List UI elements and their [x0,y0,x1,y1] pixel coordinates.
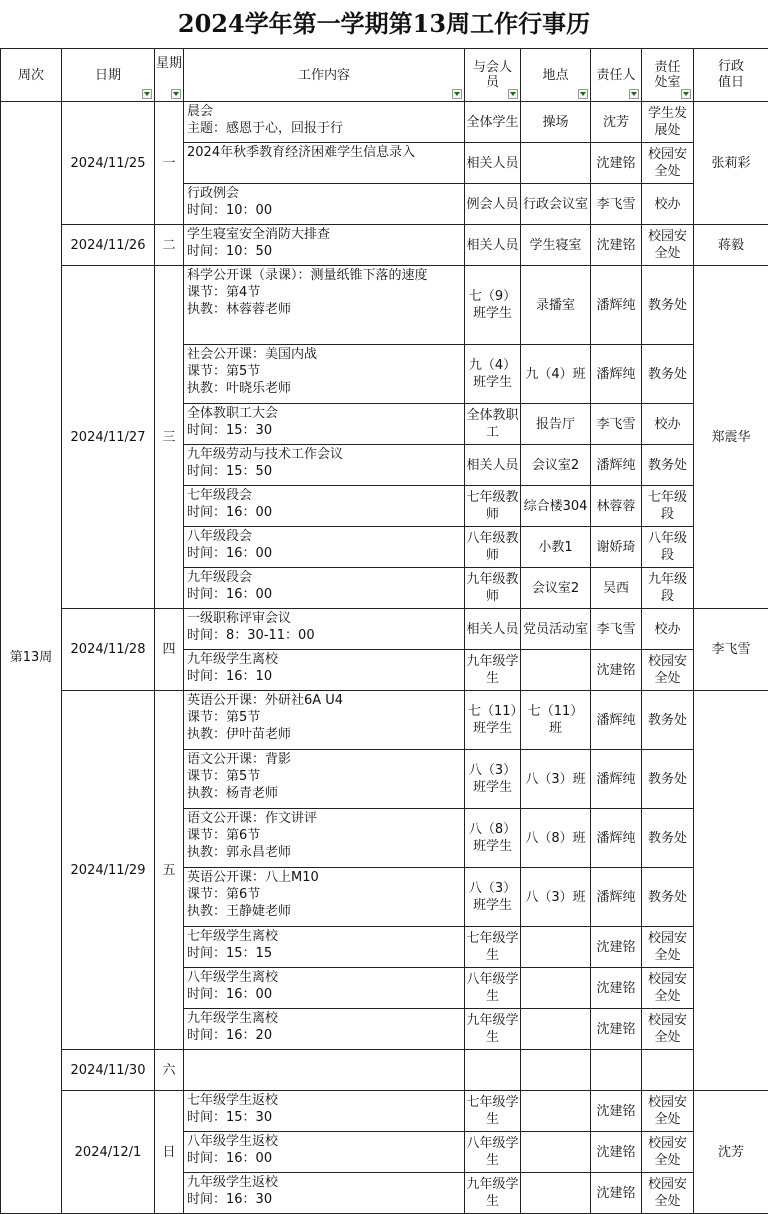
attendees-cell: 七年级学生 [465,927,521,968]
person-cell: 潘辉纯 [591,750,642,809]
attendees-cell: 八（3）班学生 [465,868,521,927]
person-cell: 谢娇琦 [591,527,642,568]
location-cell: 八（8）班 [521,809,591,868]
attendees-cell: 八年级学生 [465,968,521,1009]
attendees-cell: 九年级学生 [465,1009,521,1050]
attendees-cell: 七（11）班学生 [465,691,521,750]
attendees-cell: 八（3）班学生 [465,750,521,809]
location-cell [521,1132,591,1173]
content-cell [184,968,465,1009]
content-line: 时间：15：30 [187,422,462,439]
attendees-cell: 八年级学生 [465,1132,521,1173]
content-line: 时间：16：10 [187,668,462,685]
weekday-cell: 一 [155,102,184,225]
person-cell: 沈建铭 [591,1091,642,1132]
content-line: 时间：16：20 [187,1027,462,1044]
person-cell: 潘辉纯 [591,691,642,750]
content-line: 2024年秋季教育经济困难学生信息录入 [187,144,462,161]
content-line: 八年级学生离校 [187,969,462,986]
content-line: 执教：林蓉蓉老师 [187,301,462,318]
dropdown-arrow-icon [510,92,516,96]
location-cell: 会议室2 [521,568,591,609]
content-line: 时间：16：00 [187,586,462,603]
office-cell: 校办 [642,184,694,225]
content-line: 时间：16：00 [187,986,462,1003]
duty-cell: 沈芳 [694,1091,768,1214]
content-line: 九年级学生离校 [187,1010,462,1027]
header-content-label: 工作内容 [298,68,350,83]
person-filter-button[interactable] [629,89,639,99]
dropdown-arrow-icon [454,92,460,96]
office-cell: 教务处 [642,750,694,809]
table-row [1,1091,768,1132]
content-line: 时间：16：00 [187,504,462,521]
office-cell: 七年级段 [642,486,694,527]
header-office-label: 责任处室 [654,60,680,90]
date-cell: 2024/11/27 [62,266,155,609]
content-line: 八年级学生返校 [187,1133,462,1150]
office-cell: 校园安全处 [642,968,694,1009]
content-cell [184,650,465,691]
dropdown-arrow-icon [580,92,586,96]
content-cell [184,143,465,184]
person-cell: 沈建铭 [591,968,642,1009]
header-office [642,49,694,102]
content-cell [184,1050,465,1091]
weekday-cell: 六 [155,1050,184,1091]
location-cell [521,650,591,691]
content-cell [184,1091,465,1132]
content-line: 主题：感恩于心，回报于行 [187,120,462,137]
attendees-cell: 相关人员 [465,143,521,184]
content-cell [184,1173,465,1214]
content-cell [184,691,465,750]
week-cell: 第13周 [1,102,62,1214]
content-line: 全体教职工大会 [187,405,462,422]
person-cell [591,1050,642,1091]
content-line: 英语公开课：八上M10 [187,869,462,886]
header-attendees [465,49,521,102]
person-cell: 沈建铭 [591,1132,642,1173]
content-line: 社会公开课：美国内战 [187,346,462,363]
attendees-cell: 九年级学生 [465,650,521,691]
header-location-label: 地点 [542,68,568,83]
date-cell: 2024/11/29 [62,691,155,1050]
header-week [1,49,62,102]
person-cell: 林蓉蓉 [591,486,642,527]
duty-cell [694,691,768,1091]
weekday-filter-button[interactable] [171,89,181,99]
duty-cell: 张莉彩 [694,102,768,225]
header-duty [694,49,768,102]
header-weekday-label: 星期 [156,56,182,71]
attendees-cell: 相关人员 [465,225,521,266]
office-cell: 学生发展处 [642,102,694,143]
location-cell: 八（3）班 [521,868,591,927]
content-cell [184,184,465,225]
location-cell: 报告厅 [521,404,591,445]
duty-cell: 郑震华 [694,266,768,609]
content-line: 时间：10：50 [187,243,462,260]
content-line: 九年级劳动与技术工作会议 [187,446,462,463]
office-cell: 八年级段 [642,527,694,568]
attendees-filter-button[interactable] [508,89,518,99]
content-line: 学生寝室安全消防大排查 [187,226,462,243]
date-cell: 2024/11/25 [62,102,155,225]
location-cell: 学生寝室 [521,225,591,266]
content-cell [184,345,465,404]
content-filter-button[interactable] [452,89,462,99]
content-cell [184,750,465,809]
table-row [1,609,768,650]
content-line: 语文公开课：作文讲评 [187,810,462,827]
content-line: 课节：第6节 [187,827,462,844]
location-cell: 党员活动室 [521,609,591,650]
content-line: 时间：10：00 [187,202,462,219]
office-cell: 教务处 [642,266,694,345]
dropdown-arrow-icon [144,92,150,96]
office-cell: 校园安全处 [642,1009,694,1050]
attendees-cell: 八年级教师 [465,527,521,568]
location-cell [521,968,591,1009]
content-line: 七年级段会 [187,487,462,504]
office-cell: 教务处 [642,345,694,404]
content-cell [184,1009,465,1050]
content-cell [184,486,465,527]
location-filter-button[interactable] [578,89,588,99]
content-line: 七年级学生离校 [187,928,462,945]
table-row [1,1050,768,1091]
person-cell: 李飞雪 [591,404,642,445]
location-cell: 录播室 [521,266,591,345]
header-person-label: 责任人 [596,68,635,83]
attendees-cell: 相关人员 [465,445,521,486]
content-line: 行政例会 [187,185,462,202]
content-line: 课节：第5节 [187,768,462,785]
person-cell: 沈建铭 [591,143,642,184]
content-line: 执教：伊叶苗老师 [187,726,462,743]
attendees-cell: 九年级学生 [465,1173,521,1214]
office-cell: 校园安全处 [642,225,694,266]
content-line: 时间：15：50 [187,463,462,480]
header-weekday [155,49,184,102]
person-cell: 沈建铭 [591,650,642,691]
office-cell: 校园安全处 [642,1173,694,1214]
office-filter-button[interactable] [681,89,691,99]
person-cell: 潘辉纯 [591,809,642,868]
calendar-body [1,102,768,1214]
content-cell [184,868,465,927]
office-cell: 校园安全处 [642,927,694,968]
person-cell: 潘辉纯 [591,868,642,927]
attendees-cell: 相关人员 [465,609,521,650]
location-cell: 行政会议室 [521,184,591,225]
office-cell: 校园安全处 [642,143,694,184]
location-cell: 会议室2 [521,445,591,486]
person-cell: 沈建铭 [591,927,642,968]
office-cell: 九年级段 [642,568,694,609]
content-line: 执教：王静婕老师 [187,903,462,920]
person-cell: 沈建铭 [591,1173,642,1214]
content-cell [184,527,465,568]
content-line: 八年级段会 [187,528,462,545]
location-cell [521,1009,591,1050]
header-date-label: 日期 [95,68,121,83]
content-cell [184,404,465,445]
content-line: 晨会 [187,103,462,120]
content-line: 执教：郭永昌老师 [187,844,462,861]
office-cell: 校园安全处 [642,650,694,691]
content-cell [184,927,465,968]
attendees-cell: 九（4）班学生 [465,345,521,404]
content-line: 一级职称评审会议 [187,610,462,627]
person-cell: 吴西 [591,568,642,609]
duty-cell: 李飞雪 [694,609,768,691]
content-cell [184,609,465,650]
location-cell [521,1050,591,1091]
attendees-cell: 全体学生 [465,102,521,143]
content-line: 语文公开课：背影 [187,751,462,768]
person-cell: 潘辉纯 [591,345,642,404]
attendees-cell: 七（9）班学生 [465,266,521,345]
content-line: 课节：第4节 [187,284,462,301]
header-attendees-label: 与会人员 [473,60,512,90]
content-cell [184,445,465,486]
header-content [184,49,465,102]
attendees-cell: 全体教职工 [465,404,521,445]
date-cell: 2024/11/30 [62,1050,155,1091]
content-line: 七年级学生返校 [187,1092,462,1109]
content-line: 时间：8：30-11：00 [187,627,462,644]
location-cell: 操场 [521,102,591,143]
person-cell: 李飞雪 [591,184,642,225]
location-cell [521,927,591,968]
attendees-cell [465,1050,521,1091]
date-cell: 2024/11/26 [62,225,155,266]
weekday-cell: 四 [155,609,184,691]
attendees-cell: 八（8）班学生 [465,809,521,868]
table-row [1,691,768,750]
office-cell: 校园安全处 [642,1132,694,1173]
content-line: 时间：15：30 [187,1109,462,1126]
dropdown-arrow-icon [683,92,689,96]
office-cell: 教务处 [642,868,694,927]
content-cell [184,1132,465,1173]
office-cell: 教务处 [642,445,694,486]
dropdown-arrow-icon [173,92,179,96]
content-line: 时间：16：00 [187,545,462,562]
header-row [1,49,768,102]
location-cell: 综合楼304 [521,486,591,527]
content-line: 九年级学生返校 [187,1174,462,1191]
content-cell [184,809,465,868]
content-line: 科学公开课（录课）：测量纸锥下落的速度 [187,267,462,284]
header-date [62,49,155,102]
attendees-cell: 例会人员 [465,184,521,225]
location-cell [521,1091,591,1132]
table-row [1,266,768,345]
calendar-table [0,48,768,1214]
office-cell: 教务处 [642,809,694,868]
office-cell: 校办 [642,404,694,445]
content-cell [184,266,465,345]
content-line: 课节：第5节 [187,709,462,726]
weekday-cell: 日 [155,1091,184,1214]
person-cell: 潘辉纯 [591,445,642,486]
person-cell: 沈建铭 [591,225,642,266]
duty-cell: 蒋毅 [694,225,768,266]
date-cell: 2024/11/28 [62,609,155,691]
date-filter-button[interactable] [142,89,152,99]
content-line: 执教：叶晓乐老师 [187,380,462,397]
location-cell [521,143,591,184]
table-row [1,102,768,143]
office-cell [642,1050,694,1091]
content-line: 课节：第5节 [187,363,462,380]
person-cell: 沈芳 [591,102,642,143]
content-line: 英语公开课：外研社6A U4 [187,692,462,709]
attendees-cell: 七年级学生 [465,1091,521,1132]
weekday-cell: 三 [155,266,184,609]
location-cell: 小教1 [521,527,591,568]
header-location [521,49,591,102]
content-line: 执教：杨青老师 [187,785,462,802]
header-person [591,49,642,102]
content-cell [184,568,465,609]
date-cell: 2024/12/1 [62,1091,155,1214]
office-cell: 教务处 [642,691,694,750]
content-cell [184,225,465,266]
header-week-label: 周次 [18,68,44,83]
attendees-cell: 七年级教师 [465,486,521,527]
attendees-cell: 九年级教师 [465,568,521,609]
content-line: 时间：15：15 [187,945,462,962]
dropdown-arrow-icon [631,92,637,96]
location-cell: 七（11）班 [521,691,591,750]
location-cell: 九（4）班 [521,345,591,404]
content-line: 时间：16：30 [187,1191,462,1208]
content-line: 九年级学生离校 [187,651,462,668]
person-cell: 李飞雪 [591,609,642,650]
content-line: 课节：第6节 [187,886,462,903]
content-cell [184,102,465,143]
weekday-cell: 五 [155,691,184,1050]
person-cell: 沈建铭 [591,1009,642,1050]
page-title: 2024学年第一学期第13周工作行事历 [0,0,768,48]
person-cell: 潘辉纯 [591,266,642,345]
location-cell: 八（3）班 [521,750,591,809]
content-line: 时间：16：00 [187,1150,462,1167]
table-row [1,225,768,266]
office-cell: 校办 [642,609,694,650]
content-line: 九年级段会 [187,569,462,586]
header-duty-label: 行政值日 [718,59,744,90]
office-cell: 校园安全处 [642,1091,694,1132]
weekday-cell: 二 [155,225,184,266]
location-cell [521,1173,591,1214]
